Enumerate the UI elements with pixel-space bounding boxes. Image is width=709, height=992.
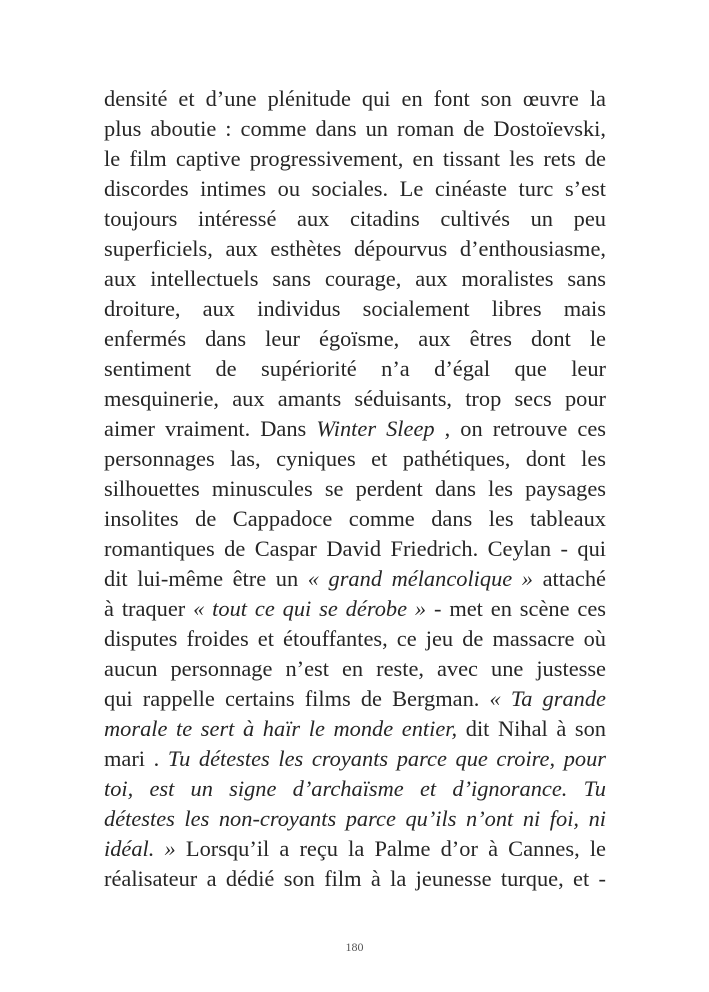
- italic-text-segment: Tu détestes les croyants parce que croire, pour: [167, 746, 606, 771]
- text-line: [104, 294, 606, 324]
- text-segment: silhouettes minuscules se perdent dans les paysages: [104, 476, 606, 501]
- text-line: [104, 804, 606, 834]
- text-line: [104, 114, 606, 144]
- text-segment: mari .: [104, 746, 168, 771]
- text-line: [104, 84, 606, 114]
- text-line: [104, 444, 606, 474]
- text-segment: aux intellectuels sans courage, aux moralistes sans: [104, 266, 606, 291]
- text-segment: plus aboutie : comme dans un roman de Dostoïevski,: [104, 116, 606, 141]
- text-line: [104, 654, 606, 684]
- text-line: [104, 174, 606, 204]
- italic-text-segment: morale te sert à haïr le monde entier,: [104, 716, 458, 741]
- text-line: [104, 384, 606, 414]
- text-line: [104, 744, 606, 774]
- text-line: [104, 264, 606, 294]
- text-segment: droiture, aux individus socialement libres mais: [104, 296, 606, 321]
- text-segment: densité et d’une plénitude qui en font son œuvre la: [104, 86, 606, 111]
- text-segment: dit lui-même être un: [104, 566, 308, 591]
- body-text: [104, 84, 606, 894]
- text-segment: insolites de Cappadoce comme dans les tableaux: [104, 506, 606, 531]
- text-line: [104, 534, 606, 564]
- text-segment: romantiques de Caspar David Friedrich. Ceylan - qui: [104, 536, 606, 561]
- italic-text-segment: idéal. »: [104, 836, 176, 861]
- text-segment: discordes intimes ou sociales. Le cinéaste turc s’est: [104, 176, 606, 201]
- italic-text-segment: « Ta grande: [489, 686, 606, 711]
- text-segment: le film captive progressivement, en tissant les rets de: [104, 146, 606, 171]
- text-line: [104, 354, 606, 384]
- text-line: [104, 834, 606, 864]
- text-segment: Lorsqu’il a reçu la Palme d’or à Cannes, le: [175, 836, 606, 861]
- text-line: [104, 684, 606, 714]
- text-line: [104, 774, 606, 804]
- italic-text-segment: « grand mélancolique »: [307, 566, 534, 591]
- text-line: [104, 564, 606, 594]
- text-segment: disputes froides et étouffantes, ce jeu de massacre où: [104, 626, 606, 651]
- text-segment: dit Nihal à son: [457, 716, 606, 741]
- text-line: [104, 714, 606, 744]
- text-segment: à traquer: [104, 596, 194, 621]
- text-line: [104, 594, 606, 624]
- text-segment: - met en scène ces: [426, 596, 606, 621]
- text-line: [104, 234, 606, 264]
- italic-text-segment: Winter Sleep: [316, 416, 435, 441]
- text-line: [104, 474, 606, 504]
- text-line: [104, 864, 606, 894]
- italic-text-segment: toi, est un signe d’archaïsme et d’ignorance. Tu: [104, 776, 606, 801]
- text-segment: réalisateur a dédié son film à la jeunesse turque, et -: [104, 866, 606, 891]
- text-line: [104, 414, 606, 444]
- text-segment: aucun personnage n’est en reste, avec une justesse: [104, 656, 606, 681]
- text-segment: sentiment de supériorité n’a d’égal que leur: [104, 356, 606, 381]
- text-line: [104, 504, 606, 534]
- text-segment: attaché: [533, 566, 606, 591]
- text-segment: qui rappelle certains films de Bergman.: [104, 686, 490, 711]
- text-segment: personnages las, cyniques et pathétiques, dont les: [104, 446, 606, 471]
- text-line: [104, 144, 606, 174]
- text-line: [104, 624, 606, 654]
- text-segment: , on retrouve ces: [434, 416, 606, 441]
- text-segment: toujours intéressé aux citadins cultivés un peu: [104, 206, 606, 231]
- italic-text-segment: « tout ce qui se dérobe »: [193, 596, 427, 621]
- text-line: [104, 324, 606, 354]
- text-segment: aimer vraiment. Dans: [104, 416, 317, 441]
- text-segment: mesquinerie, aux amants séduisants, trop secs pour: [104, 386, 606, 411]
- text-segment: enfermés dans leur égoïsme, aux êtres dont le: [104, 326, 606, 351]
- text-segment: superficiels, aux esthètes dépourvus d’enthousiasme,: [104, 236, 606, 261]
- italic-text-segment: détestes les non-croyants parce qu’ils n’ont ni foi, ni: [104, 806, 606, 831]
- page-number: 180: [345, 940, 364, 954]
- text-line: [104, 204, 606, 234]
